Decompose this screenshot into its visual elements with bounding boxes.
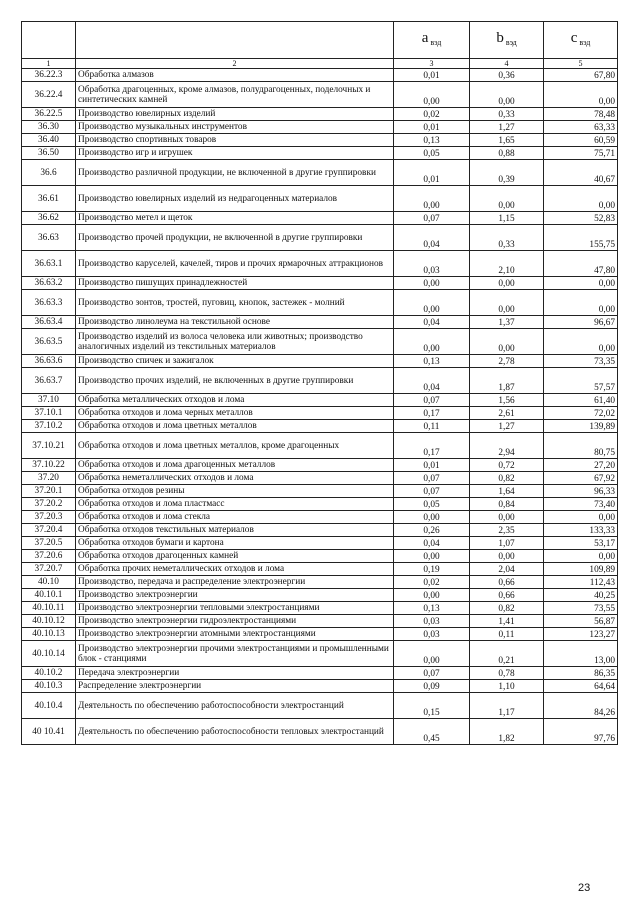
- row-a-value: 0,00: [394, 290, 470, 316]
- row-c-value: 53,17: [544, 537, 618, 550]
- row-a-value: 0,00: [394, 641, 470, 667]
- row-c-value: 75,71: [544, 147, 618, 160]
- table-row: [22, 563, 618, 576]
- row-code: 36.61: [22, 186, 76, 212]
- row-c-value: 96,33: [544, 485, 618, 498]
- row-a-value: 0,05: [394, 147, 470, 160]
- row-code: 37.10.2: [22, 420, 76, 433]
- row-c-value: 0,00: [544, 550, 618, 563]
- row-name: Обработка отходов драгоценных камней: [76, 550, 394, 563]
- row-name: Обработка отходов и лома пластмасс: [76, 498, 394, 511]
- table-row: [22, 680, 618, 693]
- row-c-value: 112,43: [544, 576, 618, 589]
- row-code: 36.63.1: [22, 251, 76, 277]
- row-b-value: 2,61: [470, 407, 544, 420]
- row-a-value: 0,02: [394, 576, 470, 589]
- row-b-value: 2,10: [470, 251, 544, 277]
- row-name: Производство прочей продукции, не включенной в другие группировки: [76, 225, 394, 251]
- row-a-value: 0,00: [394, 82, 470, 108]
- row-c-value: 40,67: [544, 160, 618, 186]
- row-name: Обработка отходов и лома черных металлов: [76, 407, 394, 420]
- row-b-value: 0,84: [470, 498, 544, 511]
- row-a-value: 0,13: [394, 355, 470, 368]
- row-c-value: 80,75: [544, 433, 618, 459]
- row-name: Производство различной продукции, не включенной в другие группировки: [76, 160, 394, 186]
- row-c-value: 61,40: [544, 394, 618, 407]
- row-code: 40.10.12: [22, 615, 76, 628]
- row-a-value: 0,26: [394, 524, 470, 537]
- row-name: Производство изделий из волоса человека или животных; производство аналогичных изделий из текстильных материалов: [76, 329, 394, 355]
- table-row: [22, 355, 618, 368]
- column-number: 3: [394, 59, 470, 69]
- table-row: [22, 329, 618, 355]
- table-row: [22, 121, 618, 134]
- row-b-value: 1,41: [470, 615, 544, 628]
- row-b-value: 0,88: [470, 147, 544, 160]
- row-code: 37.20.3: [22, 511, 76, 524]
- row-name: Производство электроэнергии тепловыми электростанциями: [76, 602, 394, 615]
- column-number-row: [22, 59, 618, 69]
- row-b-value: 2,78: [470, 355, 544, 368]
- row-a-value: 0,01: [394, 459, 470, 472]
- row-c-value: 67,92: [544, 472, 618, 485]
- row-c-value: 0,00: [544, 511, 618, 524]
- row-a-value: 0,04: [394, 368, 470, 394]
- row-c-value: 86,35: [544, 667, 618, 680]
- row-a-value: 0,00: [394, 550, 470, 563]
- row-a-value: 0,00: [394, 277, 470, 290]
- row-c-value: 139,89: [544, 420, 618, 433]
- row-a-value: 0,15: [394, 693, 470, 719]
- row-name: Деятельность по обеспечению работоспособности тепловых электростанций: [76, 719, 394, 745]
- header-b-sub: вэд: [505, 37, 517, 47]
- row-a-value: 0,03: [394, 615, 470, 628]
- row-b-value: 1,64: [470, 485, 544, 498]
- table-row: [22, 459, 618, 472]
- row-c-value: 0,00: [544, 329, 618, 355]
- row-name: Производство игр и игрушек: [76, 147, 394, 160]
- row-name: Производство электроэнергии прочими электростанциями и промышленными блок - станциями: [76, 641, 394, 667]
- column-number: 4: [470, 59, 544, 69]
- row-name: Производство каруселей, качелей, тиров и прочих ярмарочных аттракционов: [76, 251, 394, 277]
- row-b-value: 0,00: [470, 186, 544, 212]
- row-b-value: 1,17: [470, 693, 544, 719]
- row-name: Производство ювелирных изделий из недрагоценных материалов: [76, 186, 394, 212]
- row-name: Обработка отходов и лома цветных металлов, кроме драгоценных: [76, 433, 394, 459]
- row-b-value: 0,66: [470, 589, 544, 602]
- table-row: [22, 498, 618, 511]
- row-a-value: 0,17: [394, 433, 470, 459]
- column-number: 1: [22, 59, 76, 69]
- row-c-value: 73,40: [544, 498, 618, 511]
- row-name: Обработка отходов бумаги и картона: [76, 537, 394, 550]
- table-row: [22, 485, 618, 498]
- row-a-value: 0,01: [394, 121, 470, 134]
- header-code: [22, 22, 76, 59]
- table-row: [22, 524, 618, 537]
- row-a-value: 0,01: [394, 69, 470, 82]
- row-a-value: 0,05: [394, 498, 470, 511]
- row-name: Производство ювелирных изделий: [76, 108, 394, 121]
- row-b-value: 0,36: [470, 69, 544, 82]
- row-name: Производство метел и щеток: [76, 212, 394, 225]
- table-row: [22, 511, 618, 524]
- table-row: [22, 719, 618, 745]
- row-b-value: 0,00: [470, 550, 544, 563]
- table-row: [22, 212, 618, 225]
- row-c-value: 40,25: [544, 589, 618, 602]
- table-header-row: [22, 22, 618, 59]
- row-name: Обработка отходов и лома драгоценных металлов: [76, 459, 394, 472]
- row-c-value: 109,89: [544, 563, 618, 576]
- table-row: [22, 693, 618, 719]
- table-row: [22, 615, 618, 628]
- header-a: [394, 22, 470, 59]
- row-a-value: 0,01: [394, 160, 470, 186]
- table-row: [22, 186, 618, 212]
- row-code: 37.10.1: [22, 407, 76, 420]
- row-name: Распределение электроэнергии: [76, 680, 394, 693]
- row-a-value: 0,00: [394, 186, 470, 212]
- row-a-value: 0,13: [394, 134, 470, 147]
- row-b-value: 0,21: [470, 641, 544, 667]
- row-b-value: 0,33: [470, 225, 544, 251]
- row-code: 36.6: [22, 160, 76, 186]
- table-row: [22, 537, 618, 550]
- table-row: [22, 134, 618, 147]
- row-a-value: 0,03: [394, 628, 470, 641]
- row-code: 36.22.4: [22, 82, 76, 108]
- row-code: 36.62: [22, 212, 76, 225]
- row-name: Производство линолеума на текстильной основе: [76, 316, 394, 329]
- row-b-value: 1,07: [470, 537, 544, 550]
- header-a-main: a: [421, 29, 429, 46]
- table-row: [22, 394, 618, 407]
- row-name: Передача электроэнергии: [76, 667, 394, 680]
- row-c-value: 0,00: [544, 290, 618, 316]
- row-b-value: 0,66: [470, 576, 544, 589]
- row-b-value: 0,00: [470, 511, 544, 524]
- row-code: 40.10.13: [22, 628, 76, 641]
- column-number: 2: [76, 59, 394, 69]
- row-a-value: 0,19: [394, 563, 470, 576]
- row-code: 40.10.1: [22, 589, 76, 602]
- row-c-value: 73,55: [544, 602, 618, 615]
- row-code: 36.22.3: [22, 69, 76, 82]
- row-code: 40.10: [22, 576, 76, 589]
- row-code: 40.10.11: [22, 602, 76, 615]
- row-b-value: 0,00: [470, 290, 544, 316]
- row-c-value: 57,57: [544, 368, 618, 394]
- row-name: Производство спичек и зажигалок: [76, 355, 394, 368]
- row-code: 37.10: [22, 394, 76, 407]
- row-c-value: 52,83: [544, 212, 618, 225]
- row-code: 40.10.3: [22, 680, 76, 693]
- row-c-value: 78,48: [544, 108, 618, 121]
- row-code: 37.20: [22, 472, 76, 485]
- row-code: 37.10.22: [22, 459, 76, 472]
- column-number: 5: [544, 59, 618, 69]
- row-b-value: 1,56: [470, 394, 544, 407]
- row-c-value: 84,26: [544, 693, 618, 719]
- table-row: [22, 576, 618, 589]
- row-code: 37.20.1: [22, 485, 76, 498]
- row-code: 37.20.5: [22, 537, 76, 550]
- row-b-value: 2,35: [470, 524, 544, 537]
- row-code: 40 10.41: [22, 719, 76, 745]
- row-c-value: 155,75: [544, 225, 618, 251]
- row-code: 36.63.5: [22, 329, 76, 355]
- header-b: [470, 22, 544, 59]
- row-b-value: 0,82: [470, 472, 544, 485]
- row-a-value: 0,00: [394, 511, 470, 524]
- row-a-value: 0,17: [394, 407, 470, 420]
- row-a-value: 0,00: [394, 329, 470, 355]
- row-a-value: 0,11: [394, 420, 470, 433]
- row-a-value: 0,04: [394, 316, 470, 329]
- row-a-value: 0,45: [394, 719, 470, 745]
- table-row: [22, 472, 618, 485]
- row-b-value: 1,37: [470, 316, 544, 329]
- table-row: [22, 290, 618, 316]
- row-b-value: 1,10: [470, 680, 544, 693]
- table-row: [22, 160, 618, 186]
- header-c: [544, 22, 618, 59]
- row-name: Производство спортивных товаров: [76, 134, 394, 147]
- row-name: Обработка отходов текстильных материалов: [76, 524, 394, 537]
- row-code: 36.63.2: [22, 277, 76, 290]
- row-c-value: 97,76: [544, 719, 618, 745]
- table-row: [22, 407, 618, 420]
- header-c-main: c: [570, 29, 578, 46]
- row-c-value: 0,00: [544, 277, 618, 290]
- row-c-value: 13,00: [544, 641, 618, 667]
- row-code: 36.40: [22, 134, 76, 147]
- table-row: [22, 108, 618, 121]
- row-b-value: 1,65: [470, 134, 544, 147]
- row-c-value: 133,33: [544, 524, 618, 537]
- row-name: Обработка драгоценных, кроме алмазов, полудрагоценных, поделочных и синтетических камней: [76, 82, 394, 108]
- row-c-value: 67,80: [544, 69, 618, 82]
- row-code: 36.30: [22, 121, 76, 134]
- row-code: 36.63.3: [22, 290, 76, 316]
- row-code: 36.50: [22, 147, 76, 160]
- row-name: Обработка отходов и лома цветных металлов: [76, 420, 394, 433]
- row-b-value: 1,27: [470, 420, 544, 433]
- row-name: Производство зонтов, тростей, пуговиц, кнопок, застежек - молний: [76, 290, 394, 316]
- row-b-value: 1,82: [470, 719, 544, 745]
- row-name: Обработка алмазов: [76, 69, 394, 82]
- table-row: [22, 368, 618, 394]
- table-row: [22, 82, 618, 108]
- row-b-value: 0,00: [470, 329, 544, 355]
- row-b-value: 0,33: [470, 108, 544, 121]
- row-code: 37.20.4: [22, 524, 76, 537]
- row-a-value: 0,07: [394, 472, 470, 485]
- row-a-value: 0,07: [394, 394, 470, 407]
- row-b-value: 0,39: [470, 160, 544, 186]
- row-b-value: 0,00: [470, 82, 544, 108]
- table-row: [22, 602, 618, 615]
- row-c-value: 56,87: [544, 615, 618, 628]
- row-name: Производство прочих изделий, не включенных в другие группировки: [76, 368, 394, 394]
- row-code: 37.20.2: [22, 498, 76, 511]
- header-name: [76, 22, 394, 59]
- row-name: Обработка металлических отходов и лома: [76, 394, 394, 407]
- table-row: [22, 251, 618, 277]
- row-a-value: 0,03: [394, 251, 470, 277]
- page-number: 23: [578, 882, 591, 894]
- row-c-value: 63,33: [544, 121, 618, 134]
- row-code: 37.20.6: [22, 550, 76, 563]
- row-a-value: 0,07: [394, 212, 470, 225]
- row-name: Деятельность по обеспечению работоспособности электростанций: [76, 693, 394, 719]
- row-b-value: 1,87: [470, 368, 544, 394]
- header-c-sub: вэд: [579, 37, 591, 47]
- header-b-main: b: [496, 29, 504, 46]
- row-code: 36.63: [22, 225, 76, 251]
- row-code: 36.63.4: [22, 316, 76, 329]
- row-a-value: 0,04: [394, 225, 470, 251]
- row-code: 36.63.7: [22, 368, 76, 394]
- table-row: [22, 550, 618, 563]
- row-c-value: 123,27: [544, 628, 618, 641]
- row-c-value: 96,67: [544, 316, 618, 329]
- row-c-value: 27,20: [544, 459, 618, 472]
- row-a-value: 0,02: [394, 108, 470, 121]
- row-b-value: 1,15: [470, 212, 544, 225]
- row-a-value: 0,00: [394, 589, 470, 602]
- table-row: [22, 277, 618, 290]
- row-name: Обработка прочих неметаллических отходов и лома: [76, 563, 394, 576]
- row-b-value: 1,27: [470, 121, 544, 134]
- table-row: [22, 69, 618, 82]
- row-name: Производство электроэнергии: [76, 589, 394, 602]
- row-code: 36.63.6: [22, 355, 76, 368]
- row-b-value: 0,11: [470, 628, 544, 641]
- row-b-value: 2,04: [470, 563, 544, 576]
- row-code: 37.20.7: [22, 563, 76, 576]
- row-code: 40.10.4: [22, 693, 76, 719]
- row-c-value: 47,80: [544, 251, 618, 277]
- row-code: 37.10.21: [22, 433, 76, 459]
- row-name: Производство электроэнергии атомными электростанциями: [76, 628, 394, 641]
- row-code: 40.10.14: [22, 641, 76, 667]
- table-row: [22, 589, 618, 602]
- row-c-value: 73,35: [544, 355, 618, 368]
- table-row: [22, 147, 618, 160]
- row-a-value: 0,07: [394, 667, 470, 680]
- table-row: [22, 225, 618, 251]
- table-row: [22, 420, 618, 433]
- row-name: Обработка отходов и лома стекла: [76, 511, 394, 524]
- row-name: Производство музыкальных инструментов: [76, 121, 394, 134]
- row-c-value: 60,59: [544, 134, 618, 147]
- table-row: [22, 433, 618, 459]
- row-a-value: 0,07: [394, 485, 470, 498]
- row-code: 40.10.2: [22, 667, 76, 680]
- row-b-value: 0,72: [470, 459, 544, 472]
- coefficients-table: [21, 21, 618, 745]
- row-c-value: 0,00: [544, 82, 618, 108]
- row-c-value: 0,00: [544, 186, 618, 212]
- row-b-value: 2,94: [470, 433, 544, 459]
- header-a-sub: вэд: [430, 37, 442, 47]
- row-a-value: 0,09: [394, 680, 470, 693]
- row-name: Обработка отходов резины: [76, 485, 394, 498]
- row-name: Производство пишущих принадлежностей: [76, 277, 394, 290]
- row-c-value: 64,64: [544, 680, 618, 693]
- row-a-value: 0,13: [394, 602, 470, 615]
- table-row: [22, 641, 618, 667]
- table-row: [22, 667, 618, 680]
- row-b-value: 0,82: [470, 602, 544, 615]
- row-a-value: 0,04: [394, 537, 470, 550]
- row-c-value: 72,02: [544, 407, 618, 420]
- table-row: [22, 316, 618, 329]
- row-code: 36.22.5: [22, 108, 76, 121]
- row-b-value: 0,00: [470, 277, 544, 290]
- row-name: Обработка неметаллических отходов и лома: [76, 472, 394, 485]
- table-row: [22, 628, 618, 641]
- table-body: [22, 22, 618, 745]
- row-name: Производство электроэнергии гидроэлектростанциями: [76, 615, 394, 628]
- row-name: Производство, передача и распределение электроэнергии: [76, 576, 394, 589]
- row-b-value: 0,78: [470, 667, 544, 680]
